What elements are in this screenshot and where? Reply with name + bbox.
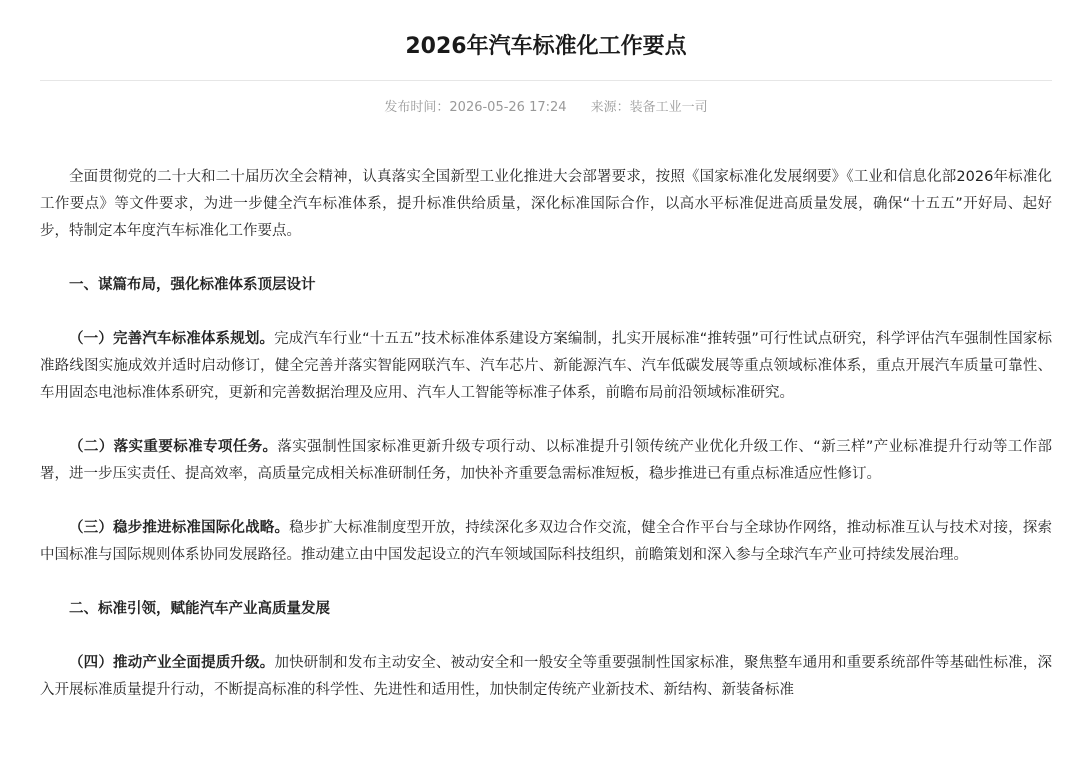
item-text-2: 落实强制性国家标准更新升级专项行动、以标准提升引领传统产业优化升级工作、“新三样”产业标准提升行动等工作部署，进一步压实责任、提高效率，高质量完成相关标准研制任务，加快补齐重要急需标准短板，稳步推进已有重点标准适应性修订。 (40, 439, 1052, 482)
section-heading-2: 二、标准引领，赋能汽车产业高质量发展 (69, 601, 330, 617)
section-heading-1: 一、谋篇布局，强化标准体系顶层设计 (69, 277, 316, 293)
item-text-4: 加快研制和发布主动安全、被动安全和一般安全等重要强制性国家标准，聚焦整车通用和重要系统部件等基础性标准，深入开展标准质量提升行动，不断提高标准的科学性、先进性和适用性，加快制定传统产业新技术、新结构、新装备标准 (40, 655, 1053, 698)
publish-time: 2026-05-26 17:24 (449, 100, 567, 115)
intro-paragraph: 全面贯彻党的二十大和二十届历次全会精神，认真落实全国新型工业化推进大会部署要求，按照《国家标准化发展纲要》《工业和信息化部2026年标准化工作要点》等文件要求，为进一步健全汽车标准体系，提升标准供给质量，深化标准国际合作，以高水平标准促进高质量发展，确保“十五五”开好局、起好步，特制定本年度汽车标准化工作要点。 (40, 169, 1052, 239)
article-meta (40, 97, 1052, 119)
item-text-1: 完成汽车行业“十五五”技术标准体系建设方案编制，扎实开展标准“推转强”可行性试点研究，科学评估汽车强制性国家标准路线图实施成效并适时启动修订，健全完善并落实智能网联汽车、汽车芯片、新能源汽车、汽车低碳发展等重点领域标准体系，重点开展汽车质量可靠性、车用固态电池标准体系研究，更新和完善数据治理及应用、汽车人工智能等标准子体系，前瞻布局前沿领域标准研究。 (40, 331, 1053, 401)
article-body (40, 164, 1052, 704)
item-lead-4: （四）推动产业全面提质升级。 (69, 655, 275, 671)
item-paragraph-2 (40, 434, 1052, 488)
item-paragraph-3 (40, 515, 1052, 569)
title-divider (40, 80, 1052, 81)
item-lead-3: （三）稳步推进标准国际化战略。 (69, 520, 290, 536)
item-paragraph-4 (40, 650, 1052, 704)
source-name: 装备工业一司 (629, 100, 708, 115)
item-lead-2: （二）落实重要标准专项任务。 (69, 439, 278, 455)
item-text-3: 稳步扩大标准制度型开放，持续深化多双边合作交流，健全合作平台与全球协作网络，推动标准互认与技术对接，探索中国标准与国际规则体系协同发展路径。推动建立由中国发起设立的汽车领域国际科技组织，前瞻策划和深入参与全球汽车产业可持续发展治理。 (40, 520, 1053, 563)
item-paragraph-1 (40, 326, 1052, 407)
article (40, 0, 1052, 731)
item-lead-1: （一）完善汽车标准体系规划。 (69, 331, 275, 347)
page-title: 2026年汽车标准化工作要点 (405, 34, 687, 59)
source-label: 来源： (590, 100, 630, 115)
publish-label: 发布时间： (384, 100, 450, 115)
truncation-fade (860, 716, 1090, 750)
